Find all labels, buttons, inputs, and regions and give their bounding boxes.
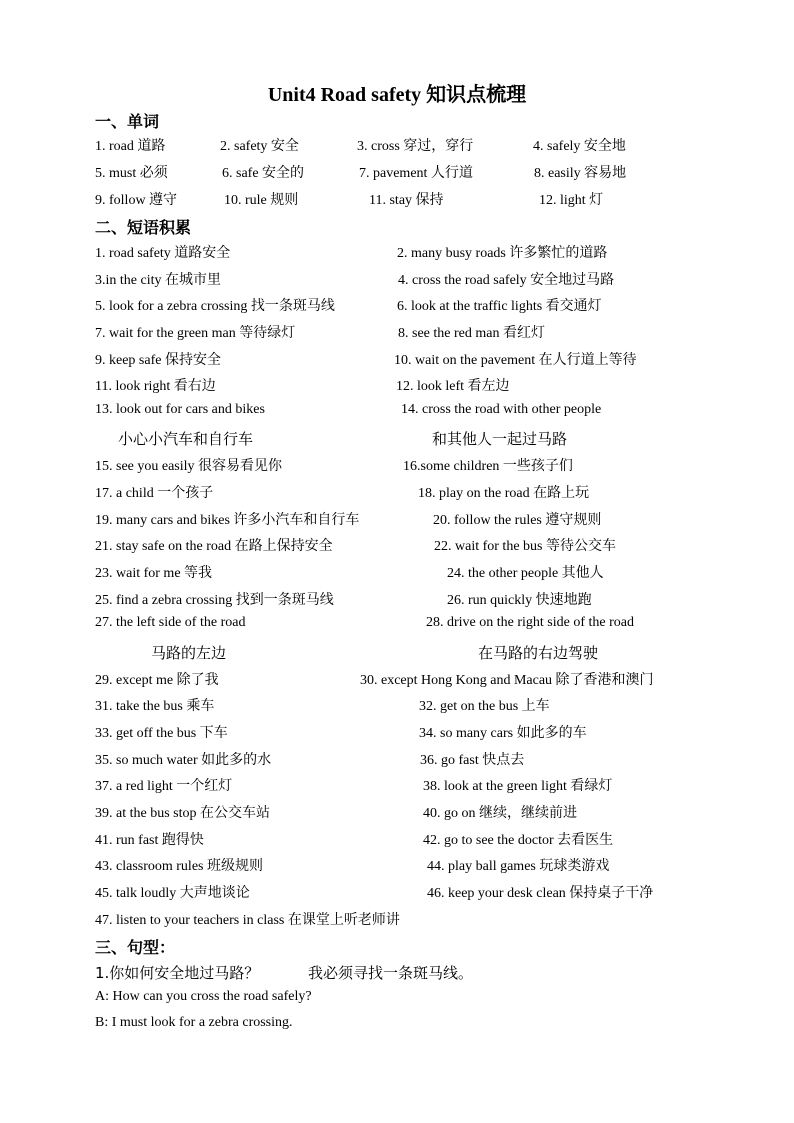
phrase-item: 11. look right 看右边 <box>95 379 216 394</box>
word-item: 6. safe 安全的 <box>222 166 305 181</box>
phrase-item: 26. run quickly 快速地跑 <box>447 593 592 608</box>
section-heading-sentences: 三、句型： <box>95 938 176 957</box>
phrase-item: 8. see the red man 看红灯 <box>398 326 545 341</box>
phrase-item: 27. the left side of the road <box>95 615 246 630</box>
section-heading-words: 一、单词 <box>95 112 160 131</box>
phrase-item: 小心小汽车和自行车 <box>118 430 254 448</box>
word-item: 10. rule 规则 <box>224 193 299 208</box>
word-item: 5. must 必须 <box>95 166 168 181</box>
phrase-item: 5. look for a zebra crossing 找一条斑马线 <box>95 299 335 314</box>
phrase-item: 41. run fast 跑得快 <box>95 833 204 848</box>
phrase-item: 24. the other people 其他人 <box>447 566 604 581</box>
phrase-item: 30. except Hong Kong and Macau 除了香港和澳门 <box>360 673 654 688</box>
phrase-item: 14. cross the road with other people <box>401 402 602 417</box>
phrase-item: 39. at the bus stop 在公交车站 <box>95 806 270 821</box>
phrase-item: 9. keep safe 保持安全 <box>95 353 221 368</box>
phrase-item: 12. look left 看左边 <box>396 379 510 394</box>
phrase-item: 19. many cars and bikes 许多小汽车和自行车 <box>95 513 360 528</box>
word-item: 8. easily 容易地 <box>534 166 627 181</box>
phrase-item: 33. get off the bus 下车 <box>95 726 228 741</box>
phrase-item: 4. cross the road safely 安全地过马路 <box>398 273 615 288</box>
word-item: 7. pavement 人行道 <box>359 166 473 181</box>
word-item: 11. stay 保持 <box>369 193 444 208</box>
phrase-item: 46. keep your desk clean 保持桌子干净 <box>427 886 654 901</box>
phrase-item: 和其他人一起过马路 <box>432 430 568 448</box>
phrase-item: 1. road safety 道路安全 <box>95 246 231 261</box>
sentence-item: B: I must look for a zebra crossing. <box>95 1015 293 1030</box>
page-title: Unit4 Road safety 知识点梳理 <box>267 84 527 106</box>
word-item: 12. light 灯 <box>539 193 604 208</box>
phrase-item: 7. wait for the green man 等待绿灯 <box>95 326 296 341</box>
word-item: 4. safely 安全地 <box>533 139 626 154</box>
phrase-item: 10. wait on the pavement 在人行道上等待 <box>394 353 637 368</box>
phrase-item: 16.some children 一些孩子们 <box>403 459 573 474</box>
phrase-item: 马路的左边 <box>151 644 227 662</box>
phrase-item: 15. see you easily 很容易看见你 <box>95 459 283 474</box>
phrase-item: 44. play ball games 玩球类游戏 <box>427 859 610 874</box>
phrase-item: 36. go fast 快点去 <box>420 753 525 768</box>
section-heading-phrases: 二、短语积累 <box>95 218 192 237</box>
word-item: 1. road 道路 <box>95 139 166 154</box>
phrase-item: 37. a red light 一个红灯 <box>95 779 233 794</box>
phrase-item: 38. look at the green light 看绿灯 <box>423 779 613 794</box>
phrase-item: 23. wait for me 等我 <box>95 566 213 581</box>
phrase-item: 22. wait for the bus 等待公交车 <box>434 539 616 554</box>
phrase-item: 31. take the bus 乘车 <box>95 699 215 714</box>
sentence-item: 我必须寻找一条斑马线。 <box>308 964 474 982</box>
phrase-item: 42. go to see the doctor 去看医生 <box>423 833 614 848</box>
phrase-item: 25. find a zebra crossing 找到一条斑马线 <box>95 593 334 608</box>
phrase-item: 6. look at the traffic lights 看交通灯 <box>397 299 602 314</box>
sentence-item: A: How can you cross the road safely? <box>95 989 312 1004</box>
word-item: 9. follow 遵守 <box>95 193 178 208</box>
phrase-item: 40. go on 继续，继续前进 <box>423 806 577 821</box>
phrase-item: 21. stay safe on the road 在路上保持安全 <box>95 539 333 554</box>
phrase-item: 20. follow the rules 遵守规则 <box>433 513 602 528</box>
phrase-item: 47. listen to your teachers in class 在课堂上听老师讲 <box>95 913 400 928</box>
phrase-item: 43. classroom rules 班级规则 <box>95 859 263 874</box>
phrase-item: 35. so much water 如此多的水 <box>95 753 272 768</box>
sentence-item: 1.你如何安全地过马路？ <box>95 964 260 982</box>
phrase-item: 18. play on the road 在路上玩 <box>418 486 590 501</box>
phrase-item: 32. get on the bus 上车 <box>419 699 550 714</box>
word-item: 2. safety 安全 <box>220 139 299 154</box>
phrase-item: 3.in the city 在城市里 <box>95 273 221 288</box>
phrase-item: 13. look out for cars and bikes <box>95 402 265 417</box>
phrase-item: 2. many busy roads 许多繁忙的道路 <box>397 246 608 261</box>
phrase-item: 28. drive on the right side of the road <box>426 615 635 630</box>
word-item: 3. cross 穿过，穿行 <box>357 139 474 154</box>
phrase-item: 在马路的右边驾驶 <box>478 644 599 662</box>
phrase-item: 17. a child 一个孩子 <box>95 486 214 501</box>
phrase-item: 29. except me 除了我 <box>95 673 219 688</box>
phrase-item: 34. so many cars 如此多的车 <box>419 726 587 741</box>
phrase-item: 45. talk loudly 大声地谈论 <box>95 886 250 901</box>
